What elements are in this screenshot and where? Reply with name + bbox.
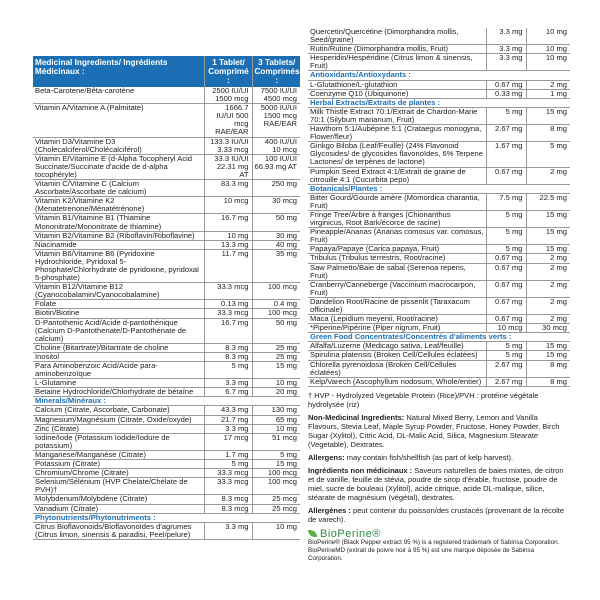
ingredient-name: Vitamin B2/Vitamine B2 (Riboflavin/Riboflavine): [33, 231, 204, 240]
dose-one-tablet: 8.3 mg: [204, 352, 252, 361]
ingredient-name: Saw Palmetto/Baie de sabal (Serenoa repens, Fruit): [308, 263, 486, 280]
dose-one-tablet: 5 mg: [486, 228, 526, 245]
dose-three-tablets: 15 mg: [526, 107, 570, 124]
dose-three-tablets: 15 mg: [526, 210, 570, 227]
ingredient-name: Alfalfa/Luzerne (Medicago sativa, Leaf/feuille): [308, 342, 486, 351]
dose-one-tablet: 5 mg: [204, 460, 252, 469]
dose-three-tablets: 8 mg: [526, 360, 570, 377]
dose-three-tablets: 100 mcg: [252, 478, 300, 495]
ingredient-name: Kelp/Varech (Ascophyllum nodosum, Whole/entier): [308, 377, 486, 386]
ingredient-name: Magnesium/Magnésium (Citrate, Oxide/oxyde): [33, 415, 204, 424]
ingredient-name: Choline (Bitartrate)/Bitartrate de choline: [33, 343, 204, 352]
allergens-text: may contain fish/shellfish (as part of kelp harvest).: [346, 452, 514, 462]
ingredient-name: Fringe Tree/Arbre à franges (Chionanthus virginicus, Root Bark/écorce de racine): [308, 210, 486, 227]
dose-one-tablet: 0.13 mg: [204, 300, 252, 309]
dose-one-tablet: 0.67 mg: [486, 280, 526, 297]
dose-one-tablet: 10 mcg: [204, 197, 252, 214]
leaf-icon: [308, 530, 317, 537]
dose-three-tablets: 250 mg: [252, 180, 300, 197]
dose-three-tablets: 40 mg: [252, 240, 300, 249]
dose-three-tablets: 10 mg: [252, 424, 300, 433]
dose-three-tablets: 100 IU/UI 66.93 mg AT: [252, 154, 300, 179]
dose-three-tablets: 30 mcg: [252, 197, 300, 214]
section-heading-row: [308, 71, 570, 80]
ingredient-row: [308, 167, 570, 184]
dose-one-tablet: 0.67 mg: [486, 254, 526, 263]
notes-section: [308, 391, 570, 524]
section-heading-row: [33, 513, 300, 522]
ingredient-name: Milk Thistle Extract 70:1/Extrait de Chardon-Marie 70:1 (Silybum marianum, Fruit): [308, 107, 486, 124]
ingredient-name: Papaya/Papaye (Carica papaya, Fruit): [308, 245, 486, 254]
dose-three-tablets: 25 mcg: [252, 495, 300, 504]
ingredient-name: Coenzyme Q10 (Ubiquinone): [308, 89, 486, 98]
non-medicinal-en: [308, 413, 570, 449]
ingredients-table-continued: [308, 28, 570, 387]
dose-one-tablet: 3.3 mg: [204, 522, 252, 539]
ingredient-name: Pumpkin Seed Extract 4:1/Extrait de graine de citrouille 4:1 (Cucurbita pepo): [308, 167, 486, 184]
ingredient-row: [33, 478, 300, 495]
dose-three-tablets: 30 mg: [252, 231, 300, 240]
dose-one-tablet: 2.67 mg: [486, 360, 526, 377]
dose-one-tablet: 0.67 mg: [486, 297, 526, 314]
dose-three-tablets: 2 mg: [526, 297, 570, 314]
ingredient-row: [33, 415, 300, 424]
section-heading: Green Food Concentrates/Concentrés d'aliments verts :: [308, 333, 570, 342]
section-heading-row: [308, 184, 570, 193]
dose-three-tablets: 2 mg: [526, 263, 570, 280]
hvp-note: † HVP - Hydrolyzed Vegetable Protein (Rice)/PVH : protéine végétale hydrolysée (riz): [308, 390, 539, 409]
dose-one-tablet: 5 mg: [486, 210, 526, 227]
ingredient-row: [33, 240, 300, 249]
ingredient-name: Vanadium (Citrate): [33, 504, 204, 513]
section-heading: Botanicals/Plantes :: [308, 184, 570, 193]
ingredient-row: [33, 424, 300, 433]
ingredient-row: [308, 263, 570, 280]
dose-one-tablet: 3.3 mg: [486, 28, 526, 45]
dose-one-tablet: 0.33 mg: [486, 89, 526, 98]
dose-one-tablet: 1.7 mg: [204, 450, 252, 459]
bioperine-trademark-fr: BioPerineMD (extrait de poivre noir à 95 %) est une marque déposée de Sabinsa Corporation.: [308, 546, 535, 562]
dose-one-tablet: 16.7 mg: [204, 214, 252, 231]
dose-three-tablets: 7500 IU/UI 4500 mcg: [252, 87, 300, 104]
ingredient-row: [308, 254, 570, 263]
ingredient-row: [33, 433, 300, 450]
non-medicinal-fr-text: Saveurs naturelles de baies mixtes, de citron et de vanille, feuille de stévia, poudre de sirop d'érable, fructose, poudre de miel, sucre de bouleau (Xylitol), acide citrique, acide DL-malique, silice, stéarate de magnésium (végétal), dextrates.: [308, 465, 564, 502]
ingredient-row: [33, 406, 300, 415]
non-medicinal-label: Non-Medicinal Ingredients:: [308, 412, 405, 422]
ingredient-name: Folate: [33, 300, 204, 309]
dose-three-tablets: 10 mg: [526, 28, 570, 45]
header-one-tablet: 1 Tablet/ Comprimé :: [204, 56, 252, 87]
ingredient-row: [33, 197, 300, 214]
ingredient-name: Beta-Carotene/Bêta-carotène: [33, 87, 204, 104]
ingredient-row: [33, 522, 300, 539]
ingredient-name: Betaine Hydrochloride/Chlorhydrate de bétaïne: [33, 388, 204, 397]
ingredient-row: [308, 377, 570, 386]
allergens-label: Allergens:: [308, 452, 345, 462]
dose-one-tablet: 7.5 mg: [486, 193, 526, 210]
ingredient-row: [308, 80, 570, 89]
dose-one-tablet: 5 mg: [204, 362, 252, 379]
dose-three-tablets: 8 mg: [526, 377, 570, 386]
dose-three-tablets: 5000 IU/UI 1500 mcg RAE/EAR: [252, 104, 300, 137]
dose-three-tablets: 2 mg: [526, 254, 570, 263]
header-ingredient: Medicinal Ingredients/ Ingrédients Médicinaux :: [33, 56, 204, 87]
dose-three-tablets: 30 mcg: [526, 324, 570, 333]
ingredient-row: [308, 28, 570, 45]
dose-three-tablets: 15 mg: [526, 245, 570, 254]
section-heading: Herbal Extracts/Extraits de plantes :: [308, 98, 570, 107]
dose-three-tablets: 15 mg: [526, 342, 570, 351]
ingredient-row: [33, 231, 300, 240]
dose-one-tablet: 83.3 mg: [204, 180, 252, 197]
dose-one-tablet: 2500 IU/UI 1500 mcg: [204, 87, 252, 104]
dose-one-tablet: 5 mg: [486, 245, 526, 254]
ingredient-row: [33, 283, 300, 300]
dose-three-tablets: 5 mg: [526, 142, 570, 167]
ingredient-row: [308, 142, 570, 167]
ingredient-name: Vitamin C/Vitamine C (Calcium Ascorbate/Ascorbate de calcium): [33, 180, 204, 197]
ingredient-row: [308, 89, 570, 98]
ingredient-row: [308, 54, 570, 71]
ingredient-name: Selenium/Sélénium (HVP Chelate/Chélate de PVH)†: [33, 478, 204, 495]
bioperine-logo-text: BioPerine®: [320, 527, 381, 540]
ingredient-name: Ginkgo Biloba (Leaf/Feuille) (24% Flavonoid Glycosides/ de glycosides flavonoïdes, 6% Terpene Lactones/ de terpènes de lactone): [308, 142, 486, 167]
dose-three-tablets: 2 mg: [526, 80, 570, 89]
dose-one-tablet: 17 mcg: [204, 433, 252, 450]
ingredient-name: Maca (Lepidium meyenii, Root/racine): [308, 315, 486, 324]
ingredient-name: L-Glutathione/L-glutathion: [308, 80, 486, 89]
ingredient-name: Spirulina platensis (Broken Cell/Cellules éclatées): [308, 351, 486, 360]
ingredient-name: Para Aminobenzoic Acid/Acide para-aminobenzoïque: [33, 362, 204, 379]
ingredient-name: Zinc (Citrate): [33, 424, 204, 433]
dose-one-tablet: 11.7 mg: [204, 249, 252, 282]
dose-one-tablet: 33.3 mcg: [204, 478, 252, 495]
ingredient-row: [33, 309, 300, 318]
ingredient-row: [33, 104, 300, 137]
dose-one-tablet: 5 mg: [486, 107, 526, 124]
dose-three-tablets: 400 IU/UI 10 mcg: [252, 137, 300, 154]
dose-one-tablet: 1666.7 IU/UI 500 mcg RAE/EAR: [204, 104, 252, 137]
ingredient-row: [33, 504, 300, 513]
dose-three-tablets: 25 mg: [252, 343, 300, 352]
ingredient-name: Vitamin B6/Vitamine B6 (Pyridoxine Hydrochloride, Pyridoxal 5-Phosphate/Chlorhydrate de pyridoxine, pyridoxal 5-phosphate): [33, 249, 204, 282]
dose-three-tablets: 2 mg: [526, 315, 570, 324]
bioperine-block: [308, 527, 570, 563]
dose-one-tablet: 5 mg: [486, 342, 526, 351]
dose-three-tablets: 100 mcg: [252, 283, 300, 300]
dose-one-tablet: 133.3 IU/UI 3.33 mcg: [204, 137, 252, 154]
dose-three-tablets: 51 mcg: [252, 433, 300, 450]
dose-three-tablets: 5 mg: [252, 450, 300, 459]
dose-one-tablet: 33.3 IU/UI 22.31 mg AT: [204, 154, 252, 179]
ingredient-row: [33, 87, 300, 104]
dose-three-tablets: 1 mg: [526, 89, 570, 98]
dose-one-tablet: 13.3 mg: [204, 240, 252, 249]
non-medicinal-text: Natural Mixed Berry, Lemon and Vanilla Flavours, Stevia Leaf, Maple Syrup Powder, Fructose, Honey Powder, Birch Sugar (Xylitol), Citric Acid, DL-Malic Acid, Silica, Magnesium Stearate (Vegetable), Dextrates.: [308, 412, 560, 449]
ingredient-name: Manganese/Manganèse (Citrate): [33, 450, 204, 459]
dose-one-tablet: 5 mg: [486, 351, 526, 360]
ingredient-name: Inositol: [33, 352, 204, 361]
ingredient-row: [33, 180, 300, 197]
dose-one-tablet: 3.3 mg: [486, 54, 526, 71]
section-heading: Phytonutrients/Phytonutriments :: [33, 513, 300, 522]
ingredient-name: Chromium/Chrome (Citrate): [33, 469, 204, 478]
ingredient-name: Biotin/Biotine: [33, 309, 204, 318]
ingredient-row: [308, 297, 570, 314]
dose-three-tablets: 2 mg: [526, 167, 570, 184]
dose-three-tablets: 20 mg: [252, 388, 300, 397]
ingredient-name: *Piperine/Pipérine (Piper nigrum, Fruit): [308, 324, 486, 333]
ingredient-name: Niacinamide: [33, 240, 204, 249]
medicinal-ingredients-table: [33, 56, 300, 540]
ingredient-row: [308, 210, 570, 227]
non-medicinal-fr-label: Ingrédients non médicinaux :: [308, 465, 413, 475]
dose-three-tablets: 65 mg: [252, 415, 300, 424]
dose-three-tablets: 15 mg: [252, 362, 300, 379]
ingredient-name: Molybdenum/Molybdène (Citrate): [33, 495, 204, 504]
ingredient-name: Tribulus (Tribulus terrestris, Root/racine): [308, 254, 486, 263]
ingredient-row: [308, 193, 570, 210]
dose-three-tablets: 130 mg: [252, 406, 300, 415]
dose-three-tablets: 100 mcg: [252, 469, 300, 478]
ingredient-name: Potassium (Citrate): [33, 460, 204, 469]
ingredient-row: [33, 495, 300, 504]
dose-one-tablet: 33.3 mcg: [204, 469, 252, 478]
dose-one-tablet: 43.3 mg: [204, 406, 252, 415]
dose-one-tablet: 33.3 mcg: [204, 283, 252, 300]
right-column: [308, 28, 570, 563]
dose-three-tablets: 15 mg: [252, 460, 300, 469]
dose-three-tablets: 10 mg: [252, 522, 300, 539]
dose-three-tablets: 25 mg: [252, 352, 300, 361]
dose-three-tablets: 15 mg: [526, 228, 570, 245]
dose-three-tablets: 10 mg: [252, 379, 300, 388]
dose-one-tablet: 8.3 mcg: [204, 495, 252, 504]
ingredient-row: [33, 249, 300, 282]
ingredient-row: [308, 360, 570, 377]
ingredient-row: [308, 228, 570, 245]
bioperine-trademark-en: BioPerine® (Black Pepper extract 95 %) is a registered trademark of Sabinsa Corporation.: [308, 538, 560, 546]
ingredient-row: [308, 125, 570, 142]
ingredient-name: Bitter Gourd/Gourde amère (Momordica charantia, Fruit): [308, 193, 486, 210]
ingredient-row: [308, 107, 570, 124]
dose-three-tablets: 25 mcg: [252, 504, 300, 513]
dose-one-tablet: 33.3 mcg: [204, 309, 252, 318]
dose-one-tablet: 2.67 mg: [486, 125, 526, 142]
dose-one-tablet: 0.67 mg: [486, 167, 526, 184]
ingredient-name: L-Glutamine: [33, 379, 204, 388]
dose-one-tablet: 10 mg: [204, 231, 252, 240]
dose-one-tablet: 0.67 mg: [486, 80, 526, 89]
dose-one-tablet: 3.3 mg: [204, 379, 252, 388]
ingredient-name: Dandelion Root/Racine de pissenlit (Taraxacum officinale): [308, 297, 486, 314]
dose-one-tablet: 8.3 mcg: [204, 504, 252, 513]
non-medicinal-fr: [308, 466, 570, 502]
dose-one-tablet: 0.67 mg: [486, 315, 526, 324]
dose-one-tablet: 10 mcg: [486, 324, 526, 333]
dose-three-tablets: 35 mg: [252, 249, 300, 282]
section-heading: Minerals/Minéraux :: [33, 397, 300, 406]
ingredient-name: Hesperidin/Hespéridine (Citrus limon & sinensis, Fruit): [308, 54, 486, 71]
allergens-fr-text: peut contenir du poisson/des crustacés (provenant de la récolte de varech).: [308, 505, 564, 524]
dose-three-tablets: 0.4 mg: [252, 300, 300, 309]
ingredient-name: Vitamin A/Vitamine A (Palmitate): [33, 104, 204, 137]
ingredient-row: [308, 280, 570, 297]
dose-one-tablet: 2.67 mg: [486, 377, 526, 386]
allergens-fr: [308, 506, 570, 524]
ingredient-row: [33, 318, 300, 343]
section-heading-row: [308, 98, 570, 107]
dose-three-tablets: 15 mg: [526, 351, 570, 360]
ingredient-row: [33, 214, 300, 231]
ingredient-name: Vitamin B1/Vitamine B1 (Thiamine Mononitrate/Mononitrate de thiamine): [33, 214, 204, 231]
header-three-tablets: 3 Tablets/ Comprimés :: [252, 56, 300, 87]
dose-three-tablets: 50 mg: [252, 214, 300, 231]
ingredient-name: Rutin/Rutine (Dimorphandra mollis, Fruit): [308, 45, 486, 54]
ingredient-row: [33, 137, 300, 154]
ingredient-name: Calcium (Citrate, Ascorbate, Carbonate): [33, 406, 204, 415]
ingredient-name: Vitamin K2/Vitamine K2 (Menatetrenone/Ménatétrénone): [33, 197, 204, 214]
dose-three-tablets: 2 mg: [526, 280, 570, 297]
dose-three-tablets: 10 mg: [526, 54, 570, 71]
ingredient-name: Chlorella pyrenoidosa (Broken Cell/Cellules éclatées): [308, 360, 486, 377]
ingredient-name: Hawthorn 5:1/Aubépine 5:1 (Crataegus monogyna, Flower/fleur): [308, 125, 486, 142]
left-column: [33, 56, 300, 540]
dose-one-tablet: 21.7 mg: [204, 415, 252, 424]
dose-one-tablet: 3.3 mg: [204, 424, 252, 433]
ingredient-name: D-Pantothenic Acid/Acide d-pantothénique (Calcium D-Pantothenate/D-Pantothénate de calcium): [33, 318, 204, 343]
ingredient-name: Quercetin/Quercétine (Dimorphandra mollis, Seed/graine): [308, 28, 486, 45]
ingredient-row: [308, 351, 570, 360]
section-heading: Antioxidants/Antioxydants :: [308, 71, 570, 80]
ingredient-name: Vitamin D3/Vitamine D3 (Cholecalciferol/Cholécalciférol): [33, 137, 204, 154]
dose-three-tablets: 100 mcg: [252, 309, 300, 318]
ingredient-row: [33, 154, 300, 179]
dose-one-tablet: 16.7 mg: [204, 318, 252, 343]
ingredient-name: Pineapple/Ananas (Ananas comosus var. comosus, Fruit): [308, 228, 486, 245]
dose-three-tablets: 22.5 mg: [526, 193, 570, 210]
ingredient-name: Vitamin E/Vitamine E (d-Alpha Tocopheryl Acid Succinate/Succinate d'acide de d-alpha tocophéryle): [33, 154, 204, 179]
ingredient-row: [33, 343, 300, 352]
dose-one-tablet: 8.3 mg: [204, 343, 252, 352]
ingredient-name: Vitamin B12/Vitamine B12 (Cyanocobalamin/Cyanocobalamine): [33, 283, 204, 300]
ingredient-row: [33, 362, 300, 379]
dose-three-tablets: 8 mg: [526, 125, 570, 142]
allergens-en: [308, 453, 570, 462]
dose-three-tablets: 50 mg: [252, 318, 300, 343]
allergens-fr-label: Allergènes :: [308, 505, 351, 515]
dose-three-tablets: 10 mg: [526, 45, 570, 54]
dose-one-tablet: 1.67 mg: [486, 142, 526, 167]
dose-one-tablet: 3.3 mg: [486, 45, 526, 54]
table-header: [33, 56, 300, 87]
dose-one-tablet: 0.67 mg: [486, 263, 526, 280]
ingredient-name: Cranberry/Canneberge (Vaccinium macrocarpon, Fruit): [308, 280, 486, 297]
ingredient-name: Citrus Bioflavonoids/Bioflavonoïdes d'agrumes (Citrus limon, sinensis & paradisi, Peel/pelure): [33, 522, 204, 539]
dose-one-tablet: 6.7 mg: [204, 388, 252, 397]
bioperine-logo: [308, 527, 570, 540]
ingredient-name: Iodine/Iode (Potassium Iodide/Iodure de potassium): [33, 433, 204, 450]
